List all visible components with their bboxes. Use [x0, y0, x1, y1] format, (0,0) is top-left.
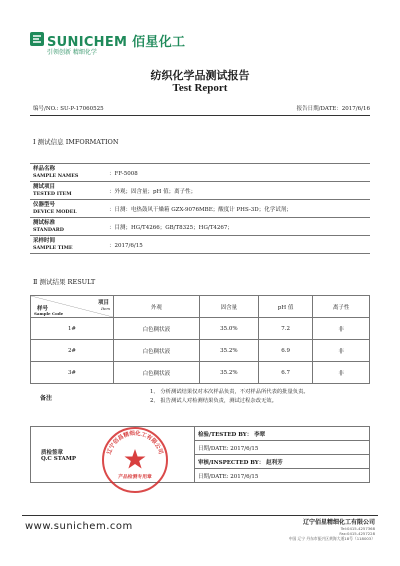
website-link[interactable]: www.sunichem.com: [25, 521, 133, 532]
tested-by: 检验/TESTED BY： 李翠: [195, 427, 370, 441]
star-icon: [125, 449, 146, 469]
footer-tel: Tel:0415-4257368: [340, 526, 375, 531]
logo-slogan: 引领创新 精细化学: [47, 49, 97, 56]
result-cell: 白色稠状液: [114, 318, 200, 340]
tested-date: 日期/DATE: 2017/6/15: [195, 441, 370, 455]
svg-text:产品检测专用章: 产品检测专用章: [118, 475, 152, 480]
company-seal-stamp: [100, 425, 170, 495]
info-key: 测试项目 TESTED ITEM: [30, 182, 106, 200]
report-title-en: Test Report: [172, 82, 228, 94]
info-value: ：FF-5008: [106, 164, 370, 182]
result-cell: 7.2: [259, 318, 313, 340]
sample-code: 3#: [31, 362, 114, 384]
section-result-heading: Ⅱ 测试结果 RESULT: [33, 278, 96, 286]
info-value: ：外观；固含量；pH 值；离子性；: [106, 182, 370, 200]
item-header-en: Item: [101, 306, 110, 311]
sample-code: 2#: [31, 340, 114, 362]
report-number: 编号/NO.: SU-P-17060525: [33, 106, 104, 112]
result-cell: 非: [313, 340, 370, 362]
info-key: 仪器型号 DEVICE MODEL: [30, 200, 106, 218]
result-cell: 6.7: [259, 362, 313, 384]
footer-company-name: 辽宁佰星精细化工有限公司: [302, 519, 375, 526]
logo-text: SUNICHEM 佰星化工: [47, 35, 186, 50]
qc-label-cn: 质检签章: [41, 449, 64, 456]
result-cell: 6.9: [259, 340, 313, 362]
company-logo: [30, 30, 186, 58]
report-title-cn: 纺织化学品测试报告: [150, 69, 250, 82]
result-cell: 非: [313, 318, 370, 340]
notes-text: [150, 388, 370, 406]
section-information-heading: Ⅰ 测试信息 IMFORMATION: [33, 138, 119, 146]
notes-label: 备注: [40, 395, 53, 402]
result-header-row: [31, 296, 370, 318]
sample-header-cn: 样号: [37, 306, 49, 312]
info-row: [30, 200, 370, 218]
item-header-cn: 项目: [97, 300, 109, 306]
info-row: [30, 164, 370, 182]
inspected-date: 日期/DATE: 2017/6/15: [195, 469, 370, 483]
note-line: 2、 报告测试人对检测结果负责，测试过程杂改无效。: [150, 398, 277, 404]
col-header: 离子性: [313, 296, 370, 318]
qc-table: [30, 426, 370, 483]
result-cell: 35.0%: [199, 318, 258, 340]
table-row: [31, 362, 370, 384]
logo-mark-icon: [30, 32, 44, 46]
footer-divider: [22, 515, 378, 516]
info-value: ：目测；HG/T4266；GB/T8325；HG/T4267；: [106, 218, 370, 236]
col-header: 外观: [114, 296, 200, 318]
table-row: [31, 318, 370, 340]
result-cell: 白色稠状液: [114, 340, 200, 362]
footer-contact: [289, 526, 375, 541]
inspected-by: 审核/INSPECTED BY： 赵利芳: [195, 455, 370, 469]
sample-item-header: [31, 296, 114, 318]
result-cell: 35.2%: [199, 340, 258, 362]
info-row: [30, 236, 370, 254]
result-cell: 白色稠状液: [114, 362, 200, 384]
info-key: 采样时间 SAMPLE TIME: [30, 236, 106, 254]
result-cell: 非: [313, 362, 370, 384]
qc-label-en: Q.C STAMP: [41, 455, 76, 462]
header-divider: [30, 115, 370, 116]
info-value: ：2017/6/15: [106, 236, 370, 254]
info-key: 测试标准 STANDARD: [30, 218, 106, 236]
sample-header-en: Sample Code: [34, 311, 64, 316]
footer-fax: Fax:0415-4257228: [339, 531, 375, 536]
info-key: 样品名称 SAMPLE NAMES: [30, 164, 106, 182]
table-row: [31, 340, 370, 362]
info-row: [30, 182, 370, 200]
col-header: pH 值: [259, 296, 313, 318]
report-date: 报告日期/DATE：2017/6/16: [296, 106, 370, 112]
information-table: [30, 163, 370, 254]
footer-address: 中国 辽宁 丹东市振兴区黄海大道18号（118003）: [288, 536, 375, 541]
qc-row: [31, 427, 370, 441]
info-value: ：日测：电热鼓风干燥箱 GZX-9076MBE；酸度计 PHS-3D；化学试剂；: [106, 200, 370, 218]
result-table: [30, 295, 370, 384]
col-header: 固含量: [199, 296, 258, 318]
result-cell: 35.2%: [199, 362, 258, 384]
svg-text:辽宁佰昌精细化工有限公司: 辽宁佰昌精细化工有限公司: [106, 430, 164, 456]
note-line: 1、 分析测试结果仅对本次样品负责，不对样品所代表的批量负责。: [150, 389, 309, 395]
sample-code: 1#: [31, 318, 114, 340]
info-row: [30, 218, 370, 236]
